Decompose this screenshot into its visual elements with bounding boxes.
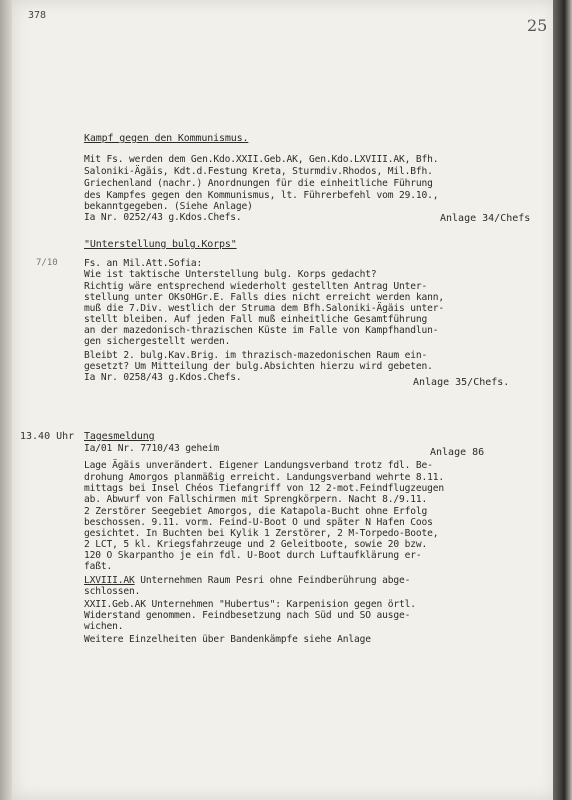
section-heading-tagesmeldung: Tagesmeldung	[84, 431, 155, 442]
text-line: beschossen. 9.11. vorm. Feind-U-Boot O und später N Hafen Coos	[84, 517, 433, 528]
text-line: Ia Nr. 0258/43 g.Kdos.Chefs.	[84, 372, 242, 383]
text-line: mittags bei Insel Chéos Tiefangriff von 12 2-mot.Feindflugzeugen	[84, 483, 445, 494]
text-line: muß die 7.Div. westlich der Struma dem Bfh.Saloniki-Ägäis unter-	[84, 303, 445, 314]
text-line: Lage Ägäis unverändert. Eigener Landungsverband trotz fdl. Be-	[84, 460, 433, 471]
document-page	[12, 0, 557, 800]
binding-shadow	[553, 0, 572, 800]
text-line: ab. Abwurf von Fallschirmen mit Sprengkörpern. Nacht 8./9.11.	[84, 494, 428, 505]
text-line: an der mazedonisch-thrazischen Küste im Falle von Kampfhandlun-	[84, 325, 439, 336]
text-span: Unternehmen Raum Pesri ohne Feindberührung abge-	[134, 575, 411, 586]
text-line: 2 Zerstörer Seegebiet Amorgos, die Katapola-Bucht ohne Erfolg	[84, 506, 428, 517]
text-line: bekanntgegeben. (Siehe Anlage)	[84, 201, 253, 212]
text-line: Fs. an Mil.Att.Sofia:	[84, 258, 203, 269]
text-line: Griechenland (nachr.) Anordnungen für die einheitliche Führung	[84, 178, 433, 189]
corps-label: LXVIII.AK	[84, 575, 135, 586]
text-line: Bleibt 2. bulg.Kav.Brig. im thrazisch-mazedonischen Raum ein-	[84, 350, 428, 361]
margin-date-note: 7/10	[36, 258, 58, 268]
text-line: Ia Nr. 0252/43 g.Kdos.Chefs.	[84, 212, 242, 223]
text-line: Wie ist taktische Unterstellung bulg. Korps gedacht?	[84, 269, 377, 280]
section-heading-unterstellung: "Unterstellung bulg.Korps"	[84, 239, 237, 250]
section-heading-kommunismus: Kampf gegen den Kommunismus.	[84, 133, 249, 144]
text-line: Weitere Einzelheiten über Bandenkämpfe siehe Anlage	[84, 634, 371, 645]
entry-time: 13.40 Uhr	[20, 431, 75, 442]
text-line: des Kampfes gegen den Kommunismus, lt. Führerbefehl vom 29.10.,	[84, 190, 439, 201]
text-line: Saloniki-Ägäis, Kdt.d.Festung Kreta, Sturmdiv.Rhodos, Mil.Bfh.	[84, 166, 433, 177]
annex-label: Anlage 34/Chefs	[440, 213, 531, 224]
text-line: wichen.	[84, 621, 124, 632]
text-line: Widerstand genommen. Feindbesetzung nach Süd und SO ausge-	[84, 610, 411, 621]
text-line: schlossen.	[84, 586, 141, 597]
text-line: drohung Amorgos planmäßig erreicht. Landungsverband wehrte 8.11.	[84, 472, 445, 483]
text-line: stellt bleiben. Auf jeden Fall muß einheitliche Gesamtführung	[84, 314, 428, 325]
text-line: gen sichergestellt werden.	[84, 336, 231, 347]
text-line: gesichtet. In Buchten bei Kylik 1 Zerstörer, 2 M-Torpedo-Boote,	[84, 528, 439, 539]
annex-label: Anlage 86	[430, 447, 485, 458]
corner-number: 378	[28, 10, 47, 21]
text-line: 120 O Skarpantho je ein fdl. U-Boot durch Luftaufklärung er-	[84, 550, 422, 561]
reference-number: Ia/01 Nr. 7710/43 geheim	[84, 443, 220, 454]
text-line: 2 LCT, 5 kl. Kriegsfahrzeuge und 2 Geleitboote, sowie 20 bzw.	[84, 539, 428, 550]
text-line: gesetzt? Um Mitteilung der bulg.Absichten hierzu wird gebeten.	[84, 361, 433, 372]
page-left-edge	[0, 0, 12, 800]
text-line: Mit Fs. werden dem Gen.Kdo.XXII.Geb.AK, Gen.Kdo.LXVIII.AK, Bfh.	[84, 154, 439, 165]
text-line: XXII.Geb.AK Unternehmen "Hubertus": Karpenision gegen örtl.	[84, 599, 416, 610]
text-line-lxviii	[84, 575, 544, 586]
text-line: faßt.	[84, 561, 113, 572]
page-number: 25	[527, 16, 548, 35]
text-line: Richtig wäre entsprechend wiederholt gestellten Antrag Unter-	[84, 281, 428, 292]
text-line: stellung unter OKsOHGr.E. Falls dies nicht erreicht werden kann,	[84, 292, 445, 303]
annex-label: Anlage 35/Chefs.	[413, 377, 510, 388]
